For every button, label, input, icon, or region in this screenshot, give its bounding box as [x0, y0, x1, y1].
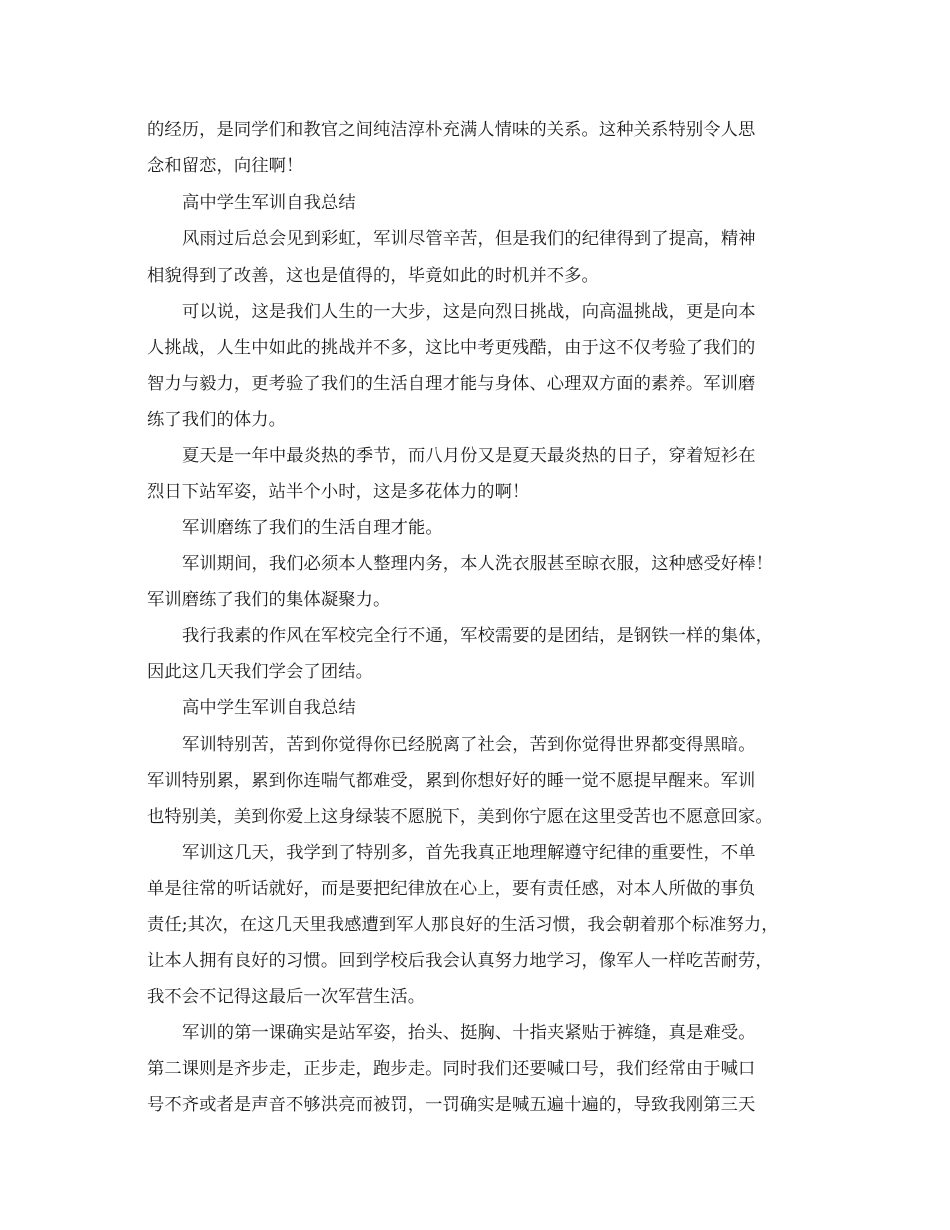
text-line: 智力与毅力，更考验了我们的生活自理才能与身体、心理双方面的素养。军训磨: [147, 374, 756, 394]
text-line: 风雨过后总会见到彩虹，军训尽管辛苦，但是我们的纪律得到了提高，精神: [182, 229, 756, 249]
text-line: 念和留恋，向往啊！: [147, 156, 304, 176]
text-line: 可以说，这是我们人生的一大步，这是向烈日挑战，向高温挑战，更是向本: [182, 302, 756, 322]
text-line: 责任;其次，在这几天里我感遭到军人那良好的生活习惯，我会朝着那个标准努力，: [147, 915, 779, 935]
text-line: 相貌得到了改善，这也是值得的，毕竟如此的时机并不多。: [147, 266, 599, 286]
text-line: 我行我素的作风在军校完全行不通，军校需要的是团结，是钢铁一样的集体，: [182, 626, 773, 646]
text-line: 人挑战，人生中如此的挑战并不多，这比中考更残酷，由于这不仅考验了我们的: [147, 338, 756, 358]
text-line: 练了我们的体力。: [147, 410, 287, 430]
text-line: 军训期间，我们必须本人整理内务，本人洗衣服甚至晾衣服，这种感受好棒！: [182, 554, 773, 574]
text-line: 军训磨练了我们的生活自理才能。: [182, 518, 443, 538]
text-line: 的经历，是同学们和教官之间纯洁淳朴充满人情味的关系。这种关系特别令人思: [147, 120, 756, 140]
text-line: 军训特别苦，苦到你觉得你已经脱离了社会，苦到你觉得世界都变得黑暗。: [182, 735, 756, 755]
section-heading: 高中学生军训自我总结: [182, 698, 356, 718]
text-line: 烈日下站军姿，站半个小时，这是多花体力的啊！: [147, 482, 530, 502]
text-line: 让本人拥有良好的习惯。回到学校后我会认真努力地学习，像军人一样吃苦耐劳，: [147, 951, 773, 971]
text-line: 因此这几天我们学会了团结。: [147, 662, 373, 682]
text-line: 军训特别累，累到你连喘气都难受，累到你想好好的睡一觉不愿提早醒来。军训: [147, 771, 756, 791]
text-line: 第二课则是齐步走，正步走，跑步走。同时我们还要喊口号，我们经常由于喊口: [147, 1059, 756, 1079]
text-line: 军训磨练了我们的集体凝聚力。: [147, 590, 391, 610]
text-line: 军训这几天，我学到了特别多，首先我真正地理解遵守纪律的重要性，不单: [182, 843, 756, 863]
text-line: 军训的第一课确实是站军姿，抬头、挺胸、十指夹紧贴于裤缝，真是难受。: [182, 1023, 756, 1043]
text-line: 夏天是一年中最炎热的季节，而八月份又是夏天最炎热的日子，穿着短衫在: [182, 446, 756, 466]
section-heading: 高中学生军训自我总结: [182, 193, 356, 213]
text-line: 号不齐或者是声音不够洪亮而被罚，一罚确实是喊五遍十遍的，导致我刚第三天: [147, 1095, 756, 1115]
text-line: 也特别美，美到你爱上这身绿装不愿脱下，美到你宁愿在这里受苦也不愿意回家。: [147, 807, 773, 827]
text-line: 我不会不记得这最后一次军营生活。: [147, 987, 426, 1007]
text-line: 单是往常的听话就好，而是要把纪律放在心上，要有责任感，对本人所做的事负: [147, 879, 756, 899]
